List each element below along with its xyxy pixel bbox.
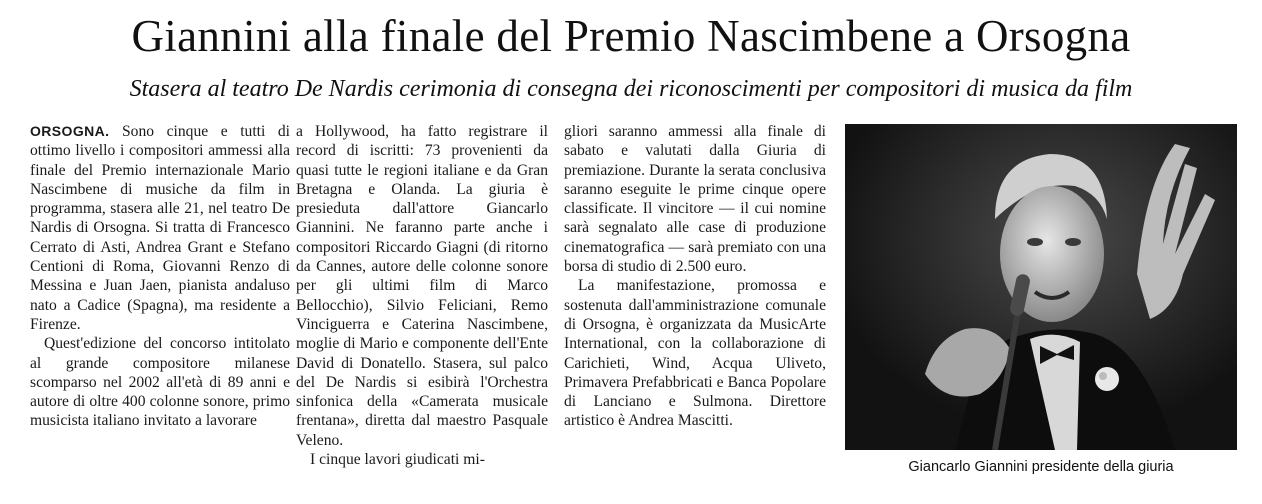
paragraph: gliori saranno ammessi alla finale di sabato e valutati dalla Giuria di premiazione. Durante la serata conclusiva saranno eseguite le prime cinque opere classificate. Il vincitore — il cui nomine sarà segnalato alle case di produzione cinematografica — sarà premiato con una borsa di studio di 2.500 euro. [564, 123, 826, 276]
paragraph: Quest'edizione del concorso intitolato al grande compositore milanese scomparso nel 2002 all'età di 89 anni e autore di oltre 400 colonne sonore, primo musicista italiano invitato a lavorare [30, 335, 290, 430]
article-column-3 [564, 122, 826, 431]
article-column-1 [30, 122, 290, 431]
subheadline: Stasera al teatro De Nardis cerimonia di consegna dei riconoscimenti per compositori di musica da film [129, 76, 1133, 102]
photo-illustration [845, 124, 1237, 450]
photo-giannini [845, 124, 1237, 450]
article-column-2 [296, 122, 548, 469]
paragraph: La manifestazione, promossa e sostenuta dall'amministrazione comunale di Orsogna, è organizzata da MusicArte International, con la collaborazione di Carichieti, Wind, Acqua Uliveto, Primavera Prefabbricati e Banca Popolare di Lanciano e Sulmona. Direttore artistico è Andrea Mascitti. [564, 277, 826, 430]
paragraph-text: Sono cinque e tutti di ottimo livello i compositori ammessi alla finale del Premio internazionale Mario Nascimbene di musiche da film in programma, stasera alle 21, nel teatro De Nardis di Orsogna. Si tratta di Francesco Cerrato di Asti, Andrea Grant e Stefano Centioni di Roma, Giovanni Renzo di Messina e Juan Jaen, pianista andaluso nato a Cadice (Spagna), ma residente a Firenze. [30, 123, 290, 333]
dateline: ORSOGNA. [30, 123, 110, 139]
paragraph: I cinque lavori giudicati mi- [310, 451, 485, 469]
paragraph: a Hollywood, ha fatto registrare il record di iscritti: 73 provenienti da quasi tutte le regioni italiane e da Gran Bretagna e Olanda. La giuria è presieduta dall'attore Giancarlo Giannini. Ne faranno parte anche i compositori Riccardo Giagni (di ritorno da Cannes, autore delle colonne sonore per gli ultimi film di Marco Bellocchio), Silvio Feliciani, Remo Vinciguerra e Caterina Nascimbene, moglie di Mario e componente dell'Ente David di Donatello. Stasera, sul palco del De Nardis si esibirà l'Orchestra sinfonica della «Camerata musicale frentana», diretta dal maestro Pasquale Veleno. [296, 123, 548, 449]
paragraph [30, 122, 290, 334]
photo-caption: Giancarlo Giannini presidente della giuria [908, 459, 1174, 475]
headline: Giannini alla finale del Premio Nascimbene a Orsogna [131, 11, 1131, 61]
